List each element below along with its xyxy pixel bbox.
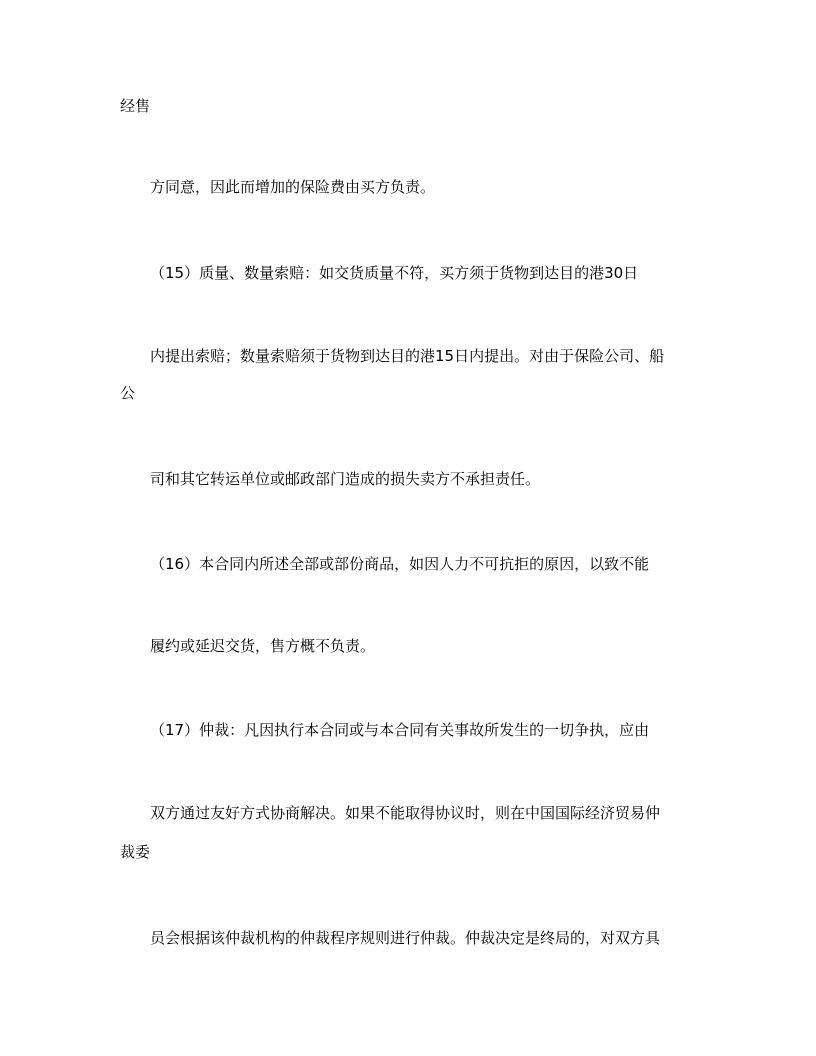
text-line: 员会根据该仲裁机构的仲裁程序规则进行仲裁。仲裁决定是终局的，对双方具: [150, 929, 661, 947]
text-line: 方同意，因此而增加的保险费由买方负责。: [150, 178, 436, 196]
text-line: 裁委: [120, 843, 151, 861]
text-line: 内提出索赔；数量索赔须于货物到达目的港15日内提出。对由于保险公司、船: [150, 347, 665, 365]
text-line: （16）本合同内所述全部或部份商品，如因人力不可抗拒的原因，以致不能: [150, 555, 650, 573]
text-line: 公: [120, 384, 136, 402]
text-line: （15）质量、数量索赔：如交货质量不符，买方须于货物到达目的港30日: [150, 264, 639, 282]
text-line: （17）仲裁：凡因执行本合同或与本合同有关事故所发生的一切争执，应由: [150, 721, 650, 739]
text-line: 司和其它转运单位或邮政部门造成的损失卖方不承担责任。: [150, 470, 541, 488]
text-line: 经售: [120, 97, 151, 115]
text-line: 履约或延迟交货，售方概不负责。: [150, 637, 376, 655]
text-line: 双方通过友好方式协商解决。如果不能取得协议时，则在中国国际经济贸易仲: [150, 804, 661, 822]
